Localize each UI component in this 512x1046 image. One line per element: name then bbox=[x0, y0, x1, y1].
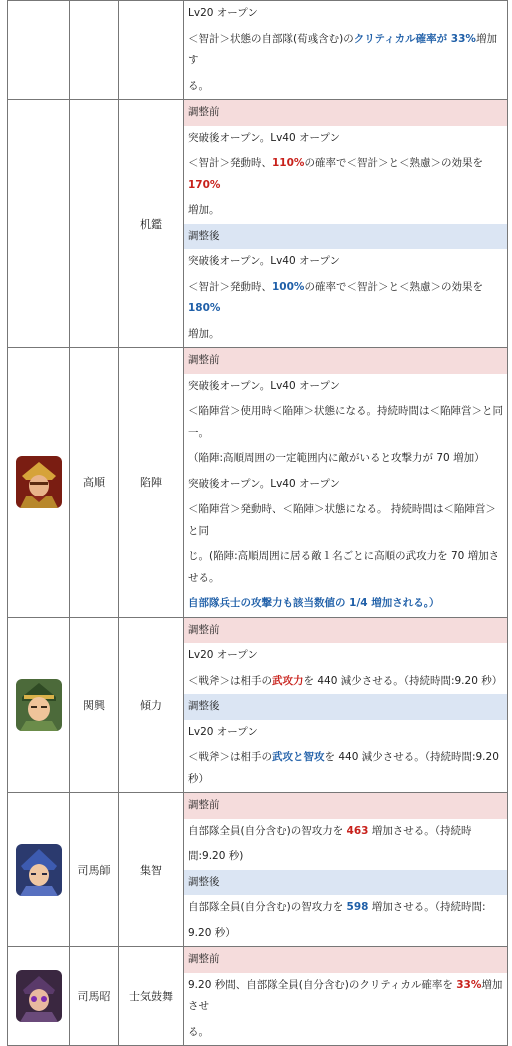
sima-shi-portrait bbox=[16, 844, 62, 896]
desc-line: ＜智計＞発動時、100%の確率で＜智計＞と＜熟慮＞の効果を180% bbox=[188, 280, 483, 314]
character-name: 司馬師 bbox=[70, 793, 119, 947]
before-header: 調整前 bbox=[184, 100, 507, 126]
icon-cell bbox=[8, 1, 70, 100]
table-row bbox=[8, 348, 508, 618]
skill-name: 机鑑 bbox=[119, 100, 184, 348]
desc-line: 突破後オープン。Lv40 オープン bbox=[188, 379, 341, 392]
desc-line: 自部隊全員(自分含む)の智攻力を 598 増加させる。（持続時間: bbox=[188, 901, 486, 913]
desc-line: Lv20 オープン bbox=[188, 725, 258, 738]
skill-adjustment-table bbox=[7, 0, 508, 1046]
icon-cell bbox=[8, 100, 70, 348]
desc-line: 自部隊兵士の攻撃力も該当数値の 1/4 増加される。） bbox=[188, 597, 440, 609]
table-row bbox=[8, 617, 508, 793]
desc-line: 9.20 秒） bbox=[188, 926, 236, 939]
desc-line: じ。(陥陣:高順周囲に居る敵１名ごとに高順の武攻力を 70 増加させる。 bbox=[188, 550, 500, 584]
desc-line: Lv20 オープン bbox=[188, 649, 258, 661]
desc-line: 自部隊全員(自分含む)の智攻力を 463 増加させる。（持続時 bbox=[188, 824, 472, 837]
table-row bbox=[8, 1, 508, 100]
description-cell bbox=[184, 793, 508, 947]
desc-line: ＜智計＞発動時、110%の確率で＜智計＞と＜熟慮＞の効果を170% bbox=[188, 157, 483, 191]
skill-name: 陷陣 bbox=[119, 348, 184, 618]
desc-line: ＜戦斧＞は相手の武攻力を 440 減少させる。（持続時間:9.20 秒） bbox=[188, 674, 503, 687]
table-row bbox=[8, 947, 508, 1046]
before-header: 調整前 bbox=[184, 793, 507, 819]
before-header: 調整前 bbox=[184, 348, 507, 374]
desc-line: Lv20 オープン bbox=[188, 7, 258, 19]
desc-line: 増加。 bbox=[188, 204, 220, 216]
description-cell bbox=[184, 100, 508, 348]
after-header: 調整後 bbox=[184, 694, 507, 720]
desc-line: る。 bbox=[188, 79, 209, 92]
skill-name: 傾力 bbox=[119, 617, 184, 793]
desc-line: 突破後オープン。Lv40 オープン bbox=[188, 255, 341, 267]
before-header: 調整前 bbox=[184, 947, 507, 973]
description-cell bbox=[184, 617, 508, 793]
skill-name: 士気鼓舞 bbox=[119, 947, 184, 1046]
desc-line: ＜陥陣営＞使用時＜陥陣＞状態になる。持続時間は＜陥陣営＞と同一。 bbox=[188, 405, 503, 439]
desc-line: ＜智計＞状態の自部隊(荀彧含む)のクリティカル確率が 33%増加す bbox=[188, 32, 497, 66]
sima-zhao-portrait bbox=[16, 970, 62, 1022]
desc-line: 突破後オープン。Lv40 オープン bbox=[188, 131, 341, 144]
after-header: 調整後 bbox=[184, 870, 507, 896]
desc-line: 増加。 bbox=[188, 327, 220, 340]
character-name: 高順 bbox=[70, 348, 119, 618]
character-name: 関興 bbox=[70, 617, 119, 793]
after-header: 調整後 bbox=[184, 224, 507, 250]
table-row bbox=[8, 793, 508, 947]
description-cell bbox=[184, 348, 508, 618]
icon-cell bbox=[8, 947, 70, 1046]
desc-line: （陥陣:高順周囲の一定範囲内に敵がいると攻撃力が 70 増加） bbox=[188, 452, 485, 464]
desc-line: ＜戦斧＞は相手の武攻と智攻を 440 減少させる。（持続時間:9.20 秒） bbox=[188, 751, 499, 785]
name-cell bbox=[70, 100, 119, 348]
icon-cell bbox=[8, 617, 70, 793]
icon-cell bbox=[8, 348, 70, 618]
desc-line: る。 bbox=[188, 1025, 209, 1038]
description-cell bbox=[184, 1, 508, 100]
desc-line: 間:9.20 秒) bbox=[188, 850, 244, 862]
before-header: 調整前 bbox=[184, 618, 507, 644]
guan-xing-portrait bbox=[16, 679, 62, 731]
character-name: 司馬昭 bbox=[70, 947, 119, 1046]
desc-line: ＜陥陣営＞発動時、＜陥陣＞状態になる。 持続時間は＜陥陣営＞と同 bbox=[188, 503, 496, 537]
desc-line: 9.20 秒間、自部隊全員(自分含む)のクリティカル確率を 33%増加させ bbox=[188, 978, 503, 1012]
description-cell bbox=[184, 947, 508, 1046]
skill-name: 集智 bbox=[119, 793, 184, 947]
gao-shun-portrait bbox=[16, 456, 62, 508]
desc-line: 突破後オープン。Lv40 オープン bbox=[188, 477, 341, 490]
name-cell bbox=[70, 1, 119, 100]
table-row bbox=[8, 100, 508, 348]
skill-cell bbox=[119, 1, 184, 100]
icon-cell bbox=[8, 793, 70, 947]
